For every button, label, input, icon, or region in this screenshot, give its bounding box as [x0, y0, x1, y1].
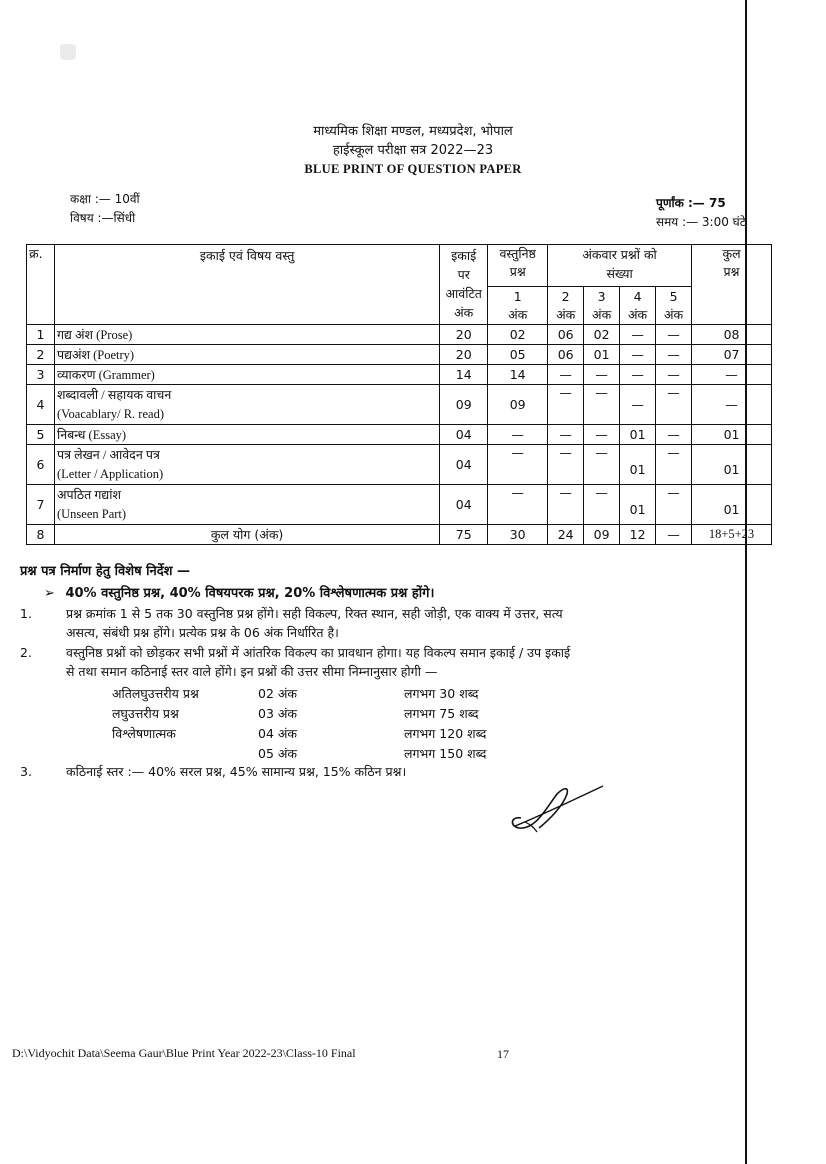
header-sr: क्र.	[27, 245, 55, 325]
subheader-5-num: 5	[669, 288, 678, 304]
list-item	[112, 684, 532, 704]
document-header	[0, 122, 826, 179]
row-sr: 4	[27, 385, 55, 425]
blueprint-table	[26, 244, 772, 545]
table-row	[27, 425, 772, 445]
table-row	[27, 485, 772, 525]
footer-file-path: D:\Vidyochit Data\Seema Gaur\Blue Print Year 2022-23\Class-10 Final	[12, 1046, 356, 1060]
subheader-1-num: 1	[513, 288, 522, 304]
header-allocated-line1: इकाई	[451, 248, 477, 263]
row-3-mark: —	[584, 445, 620, 485]
row-unit	[54, 445, 439, 485]
row-allocated: 20	[440, 345, 488, 365]
row-4-mark: 01	[620, 485, 656, 525]
answer-limit-list	[112, 684, 532, 764]
row-unit-line1: पत्र लेखन / आवेदन पत्र	[56, 447, 160, 462]
row-2-mark: 06	[548, 345, 584, 365]
row-4-mark: —	[620, 365, 656, 385]
row-total: 07	[692, 345, 772, 365]
subheader-2-num: 2	[561, 288, 570, 304]
row-4-mark: —	[620, 385, 656, 425]
row-5-mark: —	[656, 445, 692, 485]
instruction-1-text	[66, 604, 786, 642]
row-4-mark: 01	[620, 425, 656, 445]
limit-type: अतिलघुउत्तरीय प्रश्न	[112, 686, 199, 701]
header-unit: इकाई एवं विषय वस्तु	[54, 245, 439, 325]
row-3-mark: —	[584, 485, 620, 525]
row-allocated: 20	[440, 325, 488, 345]
row-allocated: 09	[440, 385, 488, 425]
limit-type: लघुउत्तरीय प्रश्न	[112, 706, 179, 721]
signature	[505, 780, 615, 840]
row-objective: 14	[488, 365, 548, 385]
limit-words: लगभग 30 शब्द	[404, 686, 479, 701]
header-markwise-line2: संख्या	[606, 266, 633, 281]
limit-marks: 03 अंक	[258, 706, 298, 721]
row-objective: 05	[488, 345, 548, 365]
header-total-questions	[692, 245, 772, 325]
row-unit	[54, 485, 439, 525]
arrow-point-text: 40% वस्तुनिष्ठ प्रश्न, 40% विषयपरक प्रश्न, 20% विश्लेषणात्मक प्रश्न होंगे।	[65, 586, 435, 601]
header-total-line1: कुल	[722, 246, 741, 261]
header-markwise-line1: अंकवार प्रश्नों को	[582, 247, 657, 262]
limit-marks: 05 अंक	[258, 746, 298, 761]
row-objective: 09	[488, 385, 548, 425]
total-3-mark: 09	[584, 525, 620, 545]
instruction-1	[0, 604, 826, 644]
table-row	[27, 345, 772, 365]
header-allocated-line2: पर	[457, 267, 470, 282]
row-4-mark: —	[620, 325, 656, 345]
instruction-2-text	[66, 643, 786, 681]
row-unit: पद्यअंश (Poetry)	[54, 345, 439, 365]
document-title: BLUE PRINT OF QUESTION PAPER	[304, 162, 522, 176]
instruction-2	[0, 643, 826, 683]
row-total: 01	[692, 425, 772, 445]
header-allocated-line3: आवंटित	[445, 286, 482, 301]
limit-marks: 04 अंक	[258, 726, 298, 741]
row-unit	[54, 385, 439, 425]
row-3-mark: 01	[584, 345, 620, 365]
subheader-4-label: अंक	[628, 306, 648, 322]
instructions-title: प्रश्न पत्र निर्माण हेतु विशेष निर्देश —	[20, 564, 191, 579]
header-total-line2: प्रश्न	[723, 264, 740, 279]
row-total: 08	[692, 325, 772, 345]
total-objective: 30	[488, 525, 548, 545]
table-row	[27, 445, 772, 485]
row-unit-line2: (Unseen Part)	[56, 506, 127, 521]
subheader-1-mark	[488, 287, 548, 325]
table-total-row	[27, 525, 772, 545]
limit-marks: 02 अंक	[258, 686, 298, 701]
row-allocated: 04	[440, 445, 488, 485]
header-objective	[488, 245, 548, 287]
row-3-mark: —	[584, 385, 620, 425]
row-sr: 5	[27, 425, 55, 445]
page-number: 17	[497, 1047, 509, 1061]
exam-session: हाईस्कूल परीक्षा सत्र 2022—23	[332, 143, 494, 158]
header-allocated-line4: अंक	[454, 305, 474, 320]
row-unit-line2: (Voacablary/ R. read)	[56, 406, 164, 421]
row-5-mark: —	[656, 325, 692, 345]
row-allocated: 04	[440, 425, 488, 445]
limit-words: लगभग 120 शब्द	[404, 726, 487, 741]
row-total: 01	[692, 445, 772, 485]
total-allocated: 75	[440, 525, 488, 545]
row-allocated: 14	[440, 365, 488, 385]
row-2-mark: —	[548, 385, 584, 425]
row-total: —	[692, 385, 772, 425]
row-3-mark: —	[584, 425, 620, 445]
instruction-1-line1: प्रश्न क्रमांक 1 से 5 तक 30 वस्तुनिष्ठ प्रश्न होंगे। सही विकल्प, रिक्त स्थान, सही जोड़ी, एक वाक्य में उत्तर, सत्य	[66, 606, 563, 621]
list-item	[112, 704, 532, 724]
table-row	[27, 365, 772, 385]
subject-label: विषय :—सिंधी	[70, 211, 136, 225]
instruction-1-line2: असत्य, संबंधी प्रश्न होंगे। प्रत्येक प्रश्न के 06 अंक निर्धारित है।	[66, 625, 339, 640]
limit-words: लगभग 150 शब्द	[404, 746, 487, 761]
instruction-2-line2: से तथा समान कठिनाई स्तर वाले होंगे। इन प्रश्नों की उत्तर सीमा निम्नानुसार होगी —	[66, 664, 438, 679]
row-3-mark: 02	[584, 325, 620, 345]
row-allocated: 04	[440, 485, 488, 525]
row-unit: निबन्ध (Essay)	[54, 425, 439, 445]
arrow-icon: ➢	[44, 586, 55, 601]
row-unit: गद्य अंश (Prose)	[54, 325, 439, 345]
limit-type: विश्लेषणात्मक	[112, 726, 176, 741]
row-4-mark: —	[620, 345, 656, 365]
row-unit-line1: शब्दावली / सहायक वाचन	[56, 387, 172, 402]
table-header-row	[27, 245, 772, 287]
instructions-arrow-point	[44, 584, 434, 603]
max-marks-label: पूर्णांक :— 75	[656, 196, 726, 210]
subheader-2-label: अंक	[556, 306, 576, 322]
row-sr: 6	[27, 445, 55, 485]
time-label: समय :— 3:00 घंटे	[656, 215, 746, 229]
scan-smudge	[60, 44, 76, 60]
row-3-mark: —	[584, 365, 620, 385]
subheader-2-mark	[548, 287, 584, 325]
header-objective-line1: वस्तुनिष्ठ	[499, 246, 536, 261]
subheader-4-mark	[620, 287, 656, 325]
header-allocated-marks	[440, 245, 488, 325]
row-4-mark: 01	[620, 445, 656, 485]
row-unit-line1: अपठित गद्यांश	[56, 487, 122, 502]
header-markwise	[548, 245, 692, 287]
total-2-mark: 24	[548, 525, 584, 545]
subheader-3-mark	[584, 287, 620, 325]
instruction-3-num: 3.	[20, 764, 32, 779]
row-objective: 02	[488, 325, 548, 345]
row-2-mark: —	[548, 365, 584, 385]
row-unit: व्याकरण (Grammer)	[54, 365, 439, 385]
board-name: माध्यमिक शिक्षा मण्डल, मध्यप्रदेश, भोपाल	[313, 124, 513, 139]
row-5-mark: —	[656, 365, 692, 385]
row-5-mark: —	[656, 345, 692, 365]
instruction-1-num: 1.	[20, 606, 32, 621]
row-5-mark: —	[656, 385, 692, 425]
row-2-mark: —	[548, 445, 584, 485]
subheader-3-label: अंक	[592, 306, 612, 322]
subheader-1-label: अंक	[508, 306, 528, 322]
table-row	[27, 325, 772, 345]
row-sr: 1	[27, 325, 55, 345]
row-sr: 7	[27, 485, 55, 525]
row-sr: 2	[27, 345, 55, 365]
row-objective: —	[488, 485, 548, 525]
row-5-mark: —	[656, 425, 692, 445]
row-2-mark: —	[548, 485, 584, 525]
list-item	[112, 744, 532, 764]
total-label: कुल योग (अंक)	[54, 525, 439, 545]
row-total: —	[692, 365, 772, 385]
instruction-3-text: कठिनाई स्तर :— 40% सरल प्रश्न, 45% सामान्य प्रश्न, 15% कठिन प्रश्न।	[66, 764, 407, 779]
subheader-5-label: अंक	[663, 306, 684, 322]
limit-words: लगभग 75 शब्द	[404, 706, 479, 721]
table-row	[27, 385, 772, 425]
total-questions: 18+5+23	[692, 525, 772, 545]
row-objective: —	[488, 445, 548, 485]
total-4-mark: 12	[620, 525, 656, 545]
subheader-5-mark	[656, 287, 692, 325]
row-total: 01	[692, 485, 772, 525]
total-sr: 8	[27, 525, 55, 545]
row-unit-line2: (Letter / Application)	[56, 466, 164, 481]
class-label: कक्षा :— 10वीं	[70, 192, 140, 206]
header-objective-line2: प्रश्न	[509, 264, 526, 279]
instruction-2-line1: वस्तुनिष्ठ प्रश्नों को छोड़कर सभी प्रश्नों में आंतरिक विकल्प का प्रावधान होगा। यह विकल्प समान इकाई / उप इकाई	[66, 645, 571, 660]
total-5-mark: —	[656, 525, 692, 545]
row-sr: 3	[27, 365, 55, 385]
row-objective: —	[488, 425, 548, 445]
row-5-mark: —	[656, 485, 692, 525]
subheader-3-num: 3	[597, 288, 606, 304]
row-2-mark: 06	[548, 325, 584, 345]
instruction-3	[0, 762, 826, 782]
row-2-mark: —	[548, 425, 584, 445]
list-item	[112, 724, 532, 744]
subheader-4-num: 4	[633, 288, 642, 304]
instruction-2-num: 2.	[20, 645, 32, 660]
